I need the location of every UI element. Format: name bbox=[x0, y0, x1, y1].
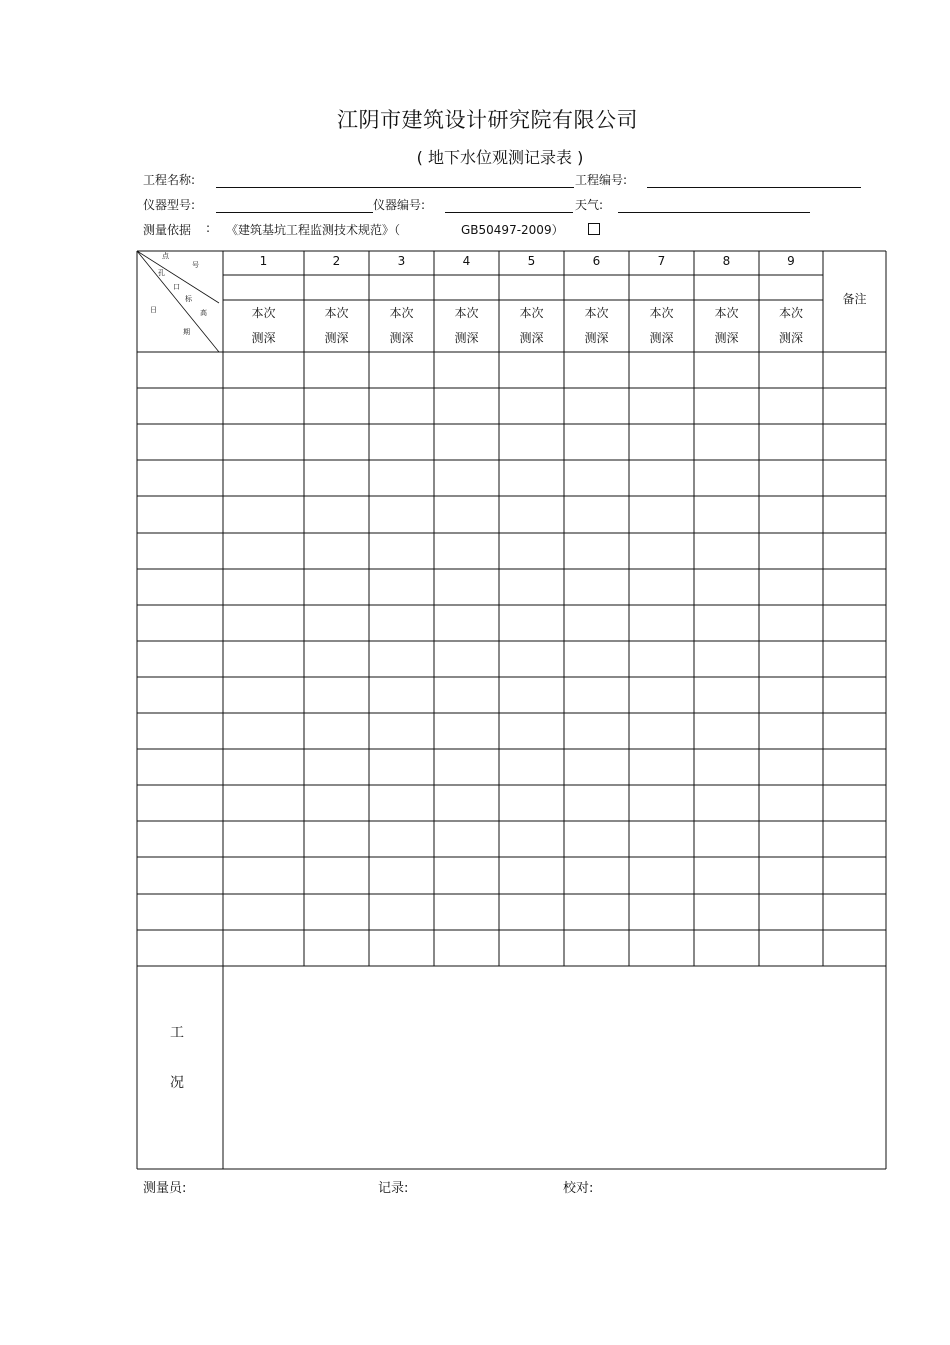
depth-cell[interactable] bbox=[564, 424, 629, 460]
depth-cell[interactable] bbox=[223, 496, 304, 532]
condition-input-area[interactable] bbox=[224, 967, 886, 1168]
form-title: ( 地下水位观测记录表 ) bbox=[416, 148, 584, 167]
depth-cell[interactable] bbox=[434, 894, 499, 930]
depth-cell[interactable] bbox=[369, 785, 434, 821]
corner-diagonal-1 bbox=[137, 251, 219, 352]
depth-cell[interactable] bbox=[304, 460, 369, 496]
company-title: 江阴市建筑设计研究院有限公司 bbox=[337, 108, 638, 132]
date-cell[interactable] bbox=[137, 857, 223, 893]
depth-cell[interactable] bbox=[629, 641, 694, 677]
depth-cell[interactable] bbox=[564, 388, 629, 424]
depth-cell[interactable] bbox=[499, 641, 564, 677]
column-number: 9 bbox=[787, 254, 795, 268]
depth-cell[interactable] bbox=[759, 605, 823, 641]
depth-cell[interactable] bbox=[223, 857, 304, 893]
column-sub-label-1: 本次 bbox=[324, 306, 349, 320]
date-cell[interactable] bbox=[137, 460, 223, 496]
depth-cell[interactable] bbox=[304, 605, 369, 641]
depth-cell[interactable] bbox=[564, 894, 629, 930]
checker-label: 校对: bbox=[563, 1181, 594, 1196]
depth-cell[interactable] bbox=[223, 569, 304, 605]
column-sub-label-1: 本次 bbox=[714, 306, 739, 320]
depth-cell[interactable] bbox=[369, 821, 434, 857]
column-sub-label-2: 测深 bbox=[584, 331, 609, 345]
column-sub-label-2: 测深 bbox=[649, 331, 674, 345]
remark-cell[interactable] bbox=[823, 352, 886, 388]
depth-cell[interactable] bbox=[694, 388, 759, 424]
depth-cell[interactable] bbox=[304, 388, 369, 424]
column-sub-label-1: 本次 bbox=[454, 306, 479, 320]
depth-cell[interactable] bbox=[564, 785, 629, 821]
column-sub-label-1: 本次 bbox=[778, 306, 803, 320]
depth-cell[interactable] bbox=[564, 677, 629, 713]
depth-cell[interactable] bbox=[499, 388, 564, 424]
weather-label: 天气: bbox=[575, 198, 604, 212]
column-sub-label-1: 本次 bbox=[389, 306, 414, 320]
condition-label-1: 工 bbox=[170, 1025, 184, 1041]
depth-cell[interactable] bbox=[369, 533, 434, 569]
depth-cell[interactable] bbox=[369, 605, 434, 641]
depth-cell[interactable] bbox=[759, 713, 823, 749]
depth-cell[interactable] bbox=[304, 857, 369, 893]
date-cell[interactable] bbox=[137, 894, 223, 930]
column-sub-label-1: 本次 bbox=[251, 306, 276, 320]
corner-kou: 口 bbox=[173, 283, 180, 291]
date-cell[interactable] bbox=[137, 496, 223, 532]
depth-cell[interactable] bbox=[223, 641, 304, 677]
depth-cell[interactable] bbox=[694, 569, 759, 605]
depth-cell[interactable] bbox=[629, 605, 694, 641]
depth-cell[interactable] bbox=[759, 821, 823, 857]
date-cell[interactable] bbox=[137, 713, 223, 749]
column-blank-cell[interactable] bbox=[304, 275, 369, 300]
depth-cell[interactable] bbox=[369, 569, 434, 605]
remark-cell[interactable] bbox=[823, 460, 886, 496]
depth-cell[interactable] bbox=[759, 641, 823, 677]
depth-cell[interactable] bbox=[564, 605, 629, 641]
depth-cell[interactable] bbox=[369, 388, 434, 424]
depth-cell[interactable] bbox=[759, 569, 823, 605]
remark-cell[interactable] bbox=[823, 424, 886, 460]
remark-cell[interactable] bbox=[823, 641, 886, 677]
depth-cell[interactable] bbox=[694, 713, 759, 749]
depth-cell[interactable] bbox=[304, 533, 369, 569]
depth-cell[interactable] bbox=[369, 930, 434, 966]
depth-cell[interactable] bbox=[629, 569, 694, 605]
depth-cell[interactable] bbox=[223, 821, 304, 857]
depth-cell[interactable] bbox=[694, 677, 759, 713]
depth-cell[interactable] bbox=[499, 677, 564, 713]
project-no-label: 工程编号: bbox=[575, 173, 628, 187]
depth-cell[interactable] bbox=[499, 569, 564, 605]
standard-code: GB50497-2009） bbox=[461, 223, 564, 237]
corner-qi: 期 bbox=[183, 328, 190, 336]
depth-cell[interactable] bbox=[629, 894, 694, 930]
depth-cell[interactable] bbox=[499, 785, 564, 821]
depth-cell[interactable] bbox=[304, 930, 369, 966]
surveyor-label: 测量员: bbox=[143, 1181, 187, 1196]
depth-cell[interactable] bbox=[223, 785, 304, 821]
depth-cell[interactable] bbox=[223, 677, 304, 713]
column-sub-label-2: 测深 bbox=[251, 331, 276, 345]
remark-cell[interactable] bbox=[823, 496, 886, 532]
depth-cell[interactable] bbox=[694, 749, 759, 785]
depth-cell[interactable] bbox=[694, 424, 759, 460]
depth-cell[interactable] bbox=[499, 713, 564, 749]
column-sub-label-1: 本次 bbox=[519, 306, 544, 320]
depth-cell[interactable] bbox=[369, 641, 434, 677]
depth-cell[interactable] bbox=[629, 857, 694, 893]
depth-cell[interactable] bbox=[629, 533, 694, 569]
depth-cell[interactable] bbox=[223, 749, 304, 785]
depth-cell[interactable] bbox=[223, 424, 304, 460]
depth-cell[interactable] bbox=[759, 785, 823, 821]
depth-cell[interactable] bbox=[434, 352, 499, 388]
depth-cell[interactable] bbox=[694, 857, 759, 893]
depth-cell[interactable] bbox=[499, 930, 564, 966]
column-blank-cell[interactable] bbox=[564, 275, 629, 300]
depth-cell[interactable] bbox=[304, 677, 369, 713]
depth-cell[interactable] bbox=[694, 460, 759, 496]
depth-cell[interactable] bbox=[304, 352, 369, 388]
depth-cell[interactable] bbox=[759, 857, 823, 893]
depth-cell[interactable] bbox=[434, 785, 499, 821]
corner-gao: 高 bbox=[200, 309, 207, 317]
depth-cell[interactable] bbox=[629, 388, 694, 424]
remark-cell[interactable] bbox=[823, 533, 886, 569]
depth-cell[interactable] bbox=[629, 749, 694, 785]
depth-cell[interactable] bbox=[434, 857, 499, 893]
depth-cell[interactable] bbox=[629, 930, 694, 966]
depth-cell[interactable] bbox=[434, 677, 499, 713]
remark-cell[interactable] bbox=[823, 821, 886, 857]
depth-cell[interactable] bbox=[434, 713, 499, 749]
depth-cell[interactable] bbox=[369, 857, 434, 893]
depth-cell[interactable] bbox=[304, 569, 369, 605]
column-sub-label-2: 测深 bbox=[324, 331, 349, 345]
depth-cell[interactable] bbox=[499, 533, 564, 569]
depth-cell[interactable] bbox=[369, 496, 434, 532]
column-sub-label-1: 本次 bbox=[584, 306, 609, 320]
remark-header: 备注 bbox=[842, 292, 867, 306]
basis-text: 《建筑基坑工程监测技术规范》（ bbox=[226, 223, 401, 237]
depth-cell[interactable] bbox=[694, 641, 759, 677]
column-blank-cell[interactable] bbox=[629, 275, 694, 300]
depth-cell[interactable] bbox=[759, 533, 823, 569]
depth-cell[interactable] bbox=[434, 749, 499, 785]
remark-cell[interactable] bbox=[823, 677, 886, 713]
depth-cell[interactable] bbox=[759, 749, 823, 785]
depth-cell[interactable] bbox=[369, 713, 434, 749]
depth-cell[interactable] bbox=[629, 352, 694, 388]
depth-cell[interactable] bbox=[223, 713, 304, 749]
depth-cell[interactable] bbox=[759, 460, 823, 496]
depth-cell[interactable] bbox=[629, 713, 694, 749]
depth-cell[interactable] bbox=[694, 496, 759, 532]
depth-cell[interactable] bbox=[304, 821, 369, 857]
depth-cell[interactable] bbox=[304, 713, 369, 749]
depth-cell[interactable] bbox=[434, 605, 499, 641]
depth-cell[interactable] bbox=[223, 352, 304, 388]
depth-cell[interactable] bbox=[564, 857, 629, 893]
depth-cell[interactable] bbox=[564, 930, 629, 966]
depth-cell[interactable] bbox=[759, 930, 823, 966]
depth-cell[interactable] bbox=[499, 857, 564, 893]
recorder-label: 记录: bbox=[378, 1181, 409, 1196]
column-blank-cell[interactable] bbox=[369, 275, 434, 300]
depth-cell[interactable] bbox=[369, 677, 434, 713]
instrument-no-label: 仪器编号: bbox=[373, 198, 426, 212]
column-number: 4 bbox=[462, 254, 471, 268]
column-sub-label-2: 测深 bbox=[454, 331, 479, 345]
depth-cell[interactable] bbox=[499, 821, 564, 857]
column-sub-label-1: 本次 bbox=[649, 306, 674, 320]
depth-cell[interactable] bbox=[629, 460, 694, 496]
remark-cell[interactable] bbox=[823, 857, 886, 893]
depth-cell[interactable] bbox=[694, 894, 759, 930]
depth-cell[interactable] bbox=[564, 352, 629, 388]
project-name-label: 工程名称: bbox=[143, 173, 196, 187]
depth-cell[interactable] bbox=[629, 677, 694, 713]
column-sub-label-2: 测深 bbox=[778, 331, 803, 345]
column-number: 7 bbox=[657, 254, 666, 268]
depth-cell[interactable] bbox=[694, 930, 759, 966]
depth-cell[interactable] bbox=[694, 352, 759, 388]
depth-cell[interactable] bbox=[629, 785, 694, 821]
column-blank-cell[interactable] bbox=[434, 275, 499, 300]
column-sub-label-2: 测深 bbox=[519, 331, 544, 345]
date-cell[interactable] bbox=[137, 605, 223, 641]
date-cell[interactable] bbox=[137, 569, 223, 605]
depth-cell[interactable] bbox=[304, 641, 369, 677]
depth-cell[interactable] bbox=[434, 930, 499, 966]
remark-cell[interactable] bbox=[823, 388, 886, 424]
depth-cell[interactable] bbox=[694, 785, 759, 821]
depth-cell[interactable] bbox=[223, 930, 304, 966]
date-cell[interactable] bbox=[137, 352, 223, 388]
column-blank-cell[interactable] bbox=[694, 275, 759, 300]
column-blank-cell[interactable] bbox=[499, 275, 564, 300]
depth-cell[interactable] bbox=[304, 424, 369, 460]
corner-dian: 点 bbox=[162, 252, 169, 260]
depth-cell[interactable] bbox=[434, 460, 499, 496]
depth-cell[interactable] bbox=[304, 894, 369, 930]
corner-diagonal-2 bbox=[137, 251, 219, 303]
date-cell[interactable] bbox=[137, 930, 223, 966]
depth-cell[interactable] bbox=[434, 821, 499, 857]
column-number: 1 bbox=[259, 254, 268, 268]
depth-cell[interactable] bbox=[564, 460, 629, 496]
depth-cell[interactable] bbox=[223, 388, 304, 424]
column-blank-cell[interactable] bbox=[759, 275, 823, 300]
depth-cell[interactable] bbox=[499, 894, 564, 930]
depth-cell[interactable] bbox=[564, 821, 629, 857]
corner-ri: 日 bbox=[150, 306, 157, 314]
corner-hao: 号 bbox=[192, 261, 199, 269]
column-number: 6 bbox=[592, 254, 601, 268]
depth-cell[interactable] bbox=[564, 749, 629, 785]
depth-cell[interactable] bbox=[499, 749, 564, 785]
column-number: 3 bbox=[397, 254, 406, 268]
depth-cell[interactable] bbox=[499, 424, 564, 460]
depth-cell[interactable] bbox=[759, 677, 823, 713]
remark-cell[interactable] bbox=[823, 930, 886, 966]
depth-cell[interactable] bbox=[564, 496, 629, 532]
column-sub-label-2: 测深 bbox=[389, 331, 414, 345]
depth-cell[interactable] bbox=[499, 496, 564, 532]
depth-cell[interactable] bbox=[434, 388, 499, 424]
date-cell[interactable] bbox=[137, 641, 223, 677]
column-blank-cell[interactable] bbox=[223, 275, 304, 300]
instrument-model-label: 仪器型号: bbox=[143, 198, 196, 212]
depth-cell[interactable] bbox=[694, 821, 759, 857]
date-cell[interactable] bbox=[137, 677, 223, 713]
depth-cell[interactable] bbox=[223, 894, 304, 930]
depth-cell[interactable] bbox=[369, 894, 434, 930]
depth-cell[interactable] bbox=[564, 569, 629, 605]
date-cell[interactable] bbox=[137, 533, 223, 569]
depth-cell[interactable] bbox=[434, 533, 499, 569]
remark-cell[interactable] bbox=[823, 569, 886, 605]
depth-cell[interactable] bbox=[694, 533, 759, 569]
depth-cell[interactable] bbox=[759, 496, 823, 532]
date-cell[interactable] bbox=[137, 388, 223, 424]
corner-biao: 标 bbox=[185, 295, 192, 303]
remark-cell[interactable] bbox=[823, 749, 886, 785]
column-number: 8 bbox=[722, 254, 731, 268]
depth-cell[interactable] bbox=[499, 352, 564, 388]
date-cell[interactable] bbox=[137, 821, 223, 857]
basis-label: 测量依据 bbox=[143, 223, 192, 237]
depth-cell[interactable] bbox=[434, 569, 499, 605]
depth-cell[interactable] bbox=[499, 605, 564, 641]
depth-cell[interactable] bbox=[759, 388, 823, 424]
depth-cell[interactable] bbox=[369, 424, 434, 460]
depth-cell[interactable] bbox=[694, 605, 759, 641]
depth-cell[interactable] bbox=[564, 713, 629, 749]
column-number: 5 bbox=[527, 254, 536, 268]
corner-kong: 孔 bbox=[158, 269, 165, 277]
remark-cell[interactable] bbox=[823, 713, 886, 749]
depth-cell[interactable] bbox=[369, 460, 434, 496]
remark-cell[interactable] bbox=[823, 785, 886, 821]
depth-cell[interactable] bbox=[759, 894, 823, 930]
depth-cell[interactable] bbox=[223, 460, 304, 496]
date-cell[interactable] bbox=[137, 785, 223, 821]
depth-cell[interactable] bbox=[759, 352, 823, 388]
column-sub-label-2: 测深 bbox=[714, 331, 739, 345]
depth-cell[interactable] bbox=[564, 533, 629, 569]
depth-cell[interactable] bbox=[223, 533, 304, 569]
depth-cell[interactable] bbox=[369, 749, 434, 785]
basis-colon: : bbox=[206, 221, 211, 235]
depth-cell[interactable] bbox=[629, 424, 694, 460]
remark-cell[interactable] bbox=[823, 894, 886, 930]
date-cell[interactable] bbox=[137, 749, 223, 785]
depth-cell[interactable] bbox=[304, 785, 369, 821]
depth-cell[interactable] bbox=[564, 641, 629, 677]
date-cell[interactable] bbox=[137, 424, 223, 460]
condition-label-2: 况 bbox=[170, 1075, 184, 1091]
depth-cell[interactable] bbox=[434, 496, 499, 532]
depth-cell[interactable] bbox=[434, 424, 499, 460]
depth-cell[interactable] bbox=[759, 424, 823, 460]
column-number: 2 bbox=[332, 254, 341, 268]
depth-cell[interactable] bbox=[629, 496, 694, 532]
depth-cell[interactable] bbox=[499, 460, 564, 496]
depth-cell[interactable] bbox=[223, 605, 304, 641]
depth-cell[interactable] bbox=[304, 749, 369, 785]
depth-cell[interactable] bbox=[369, 352, 434, 388]
depth-cell[interactable] bbox=[629, 821, 694, 857]
depth-cell[interactable] bbox=[434, 641, 499, 677]
depth-cell[interactable] bbox=[304, 496, 369, 532]
remark-cell[interactable] bbox=[823, 605, 886, 641]
